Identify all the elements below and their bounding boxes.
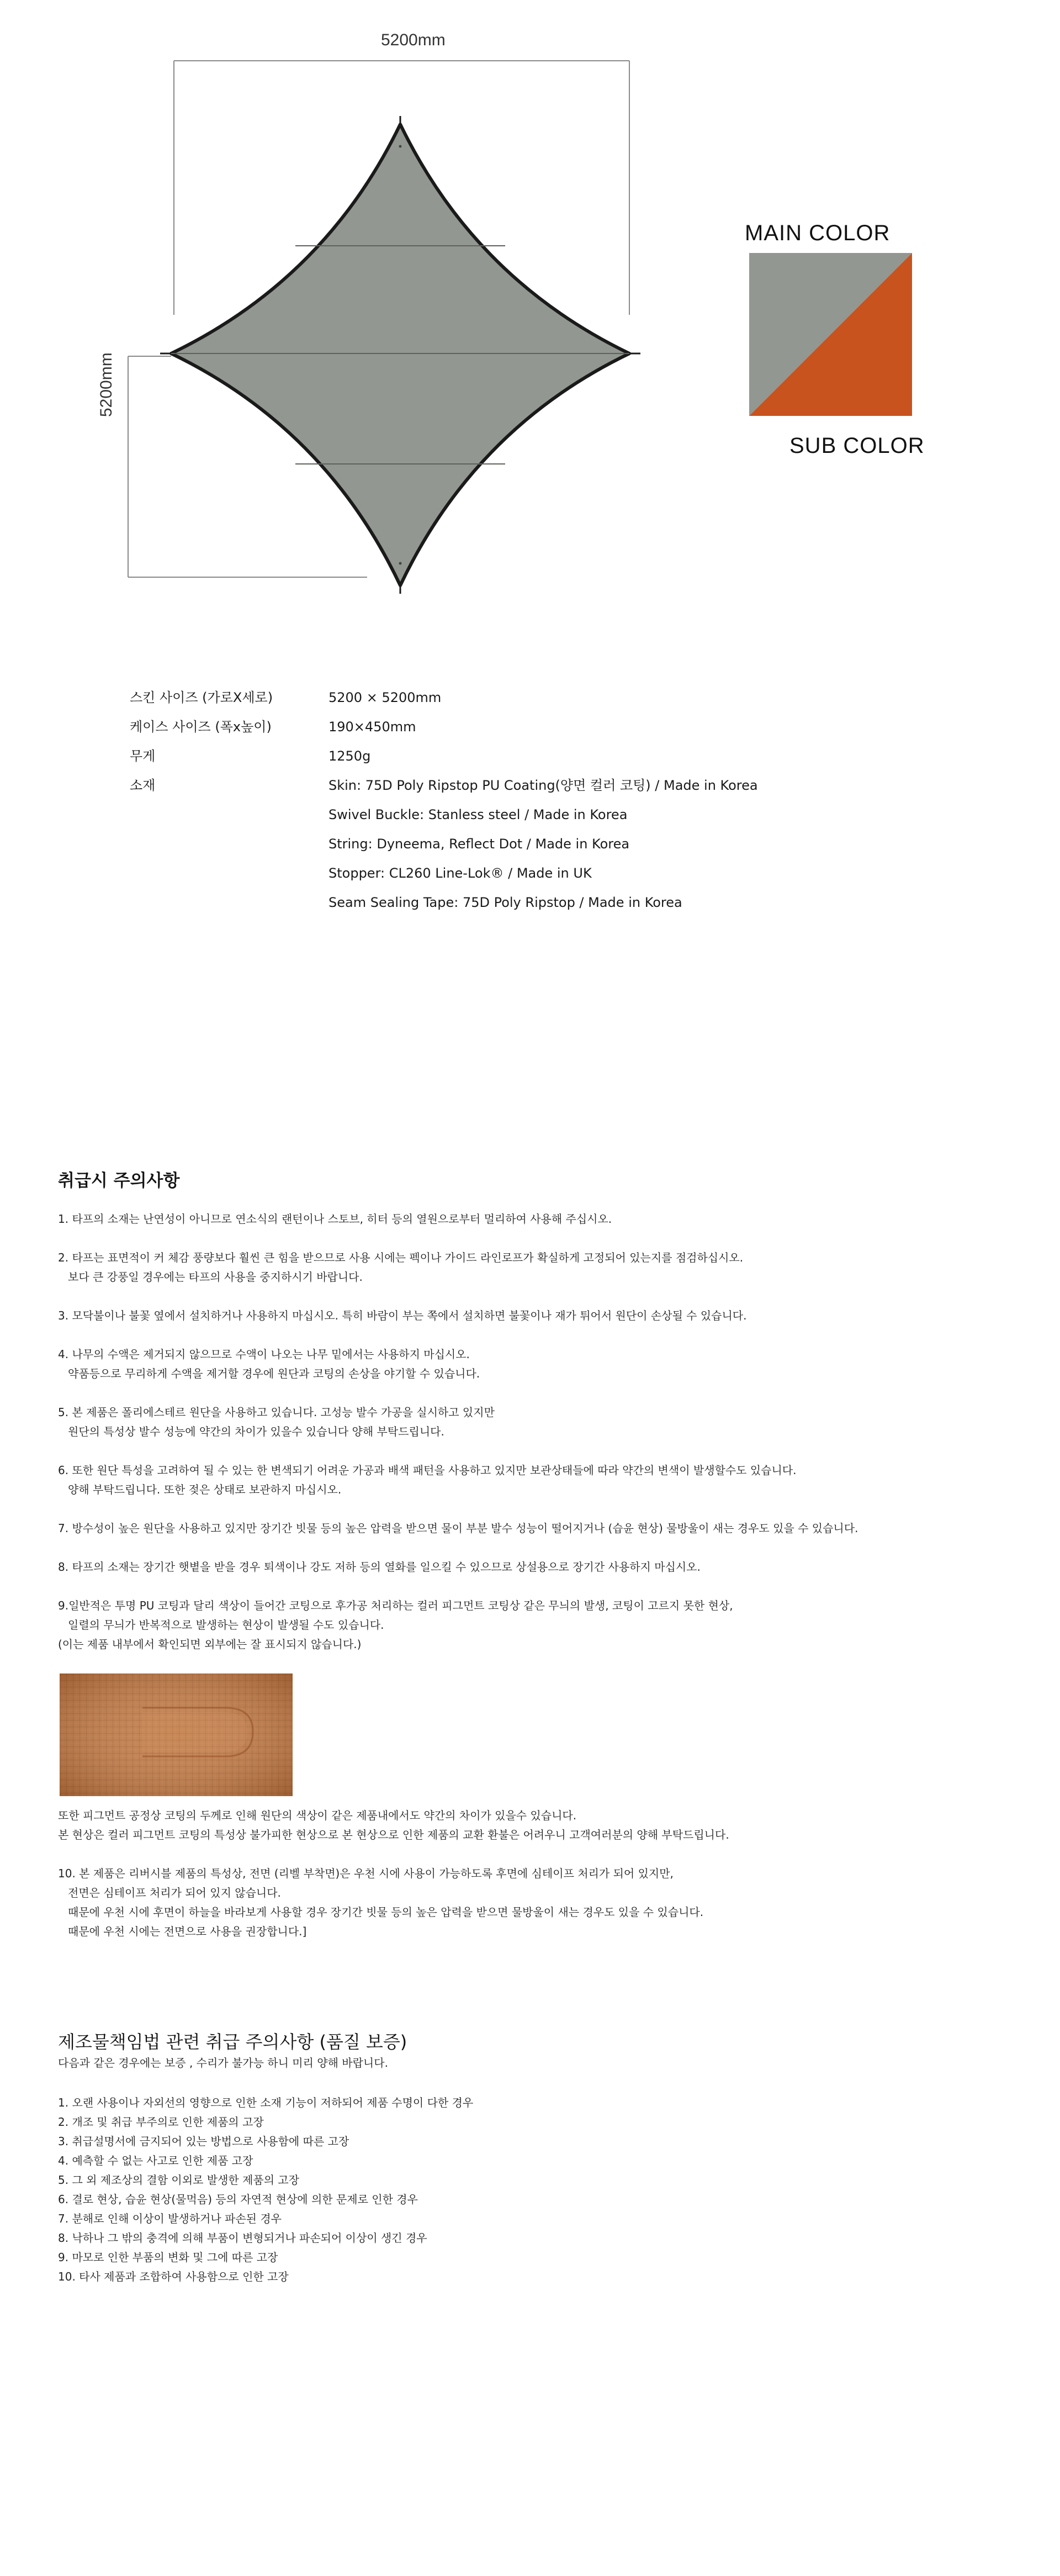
color-swatch [749,253,912,416]
list-item: 4. 예측할 수 없는 사고로 인한 제품 고장 [58,2154,253,2167]
handling-item-5 [58,1403,495,1442]
list-item: 2. 개조 및 취급 부주의로 인한 제품의 고장 [58,2115,264,2129]
text-line: 약품등으로 무리하게 수액을 제거할 경우에 원단과 코팅의 손상을 야기할 수 있습니다. [68,1367,480,1380]
list-item: 10. 타사 제품과 조합하여 사용함으로 인한 고장 [58,2270,289,2283]
text-line: 2. 타프는 표면적이 커 체감 풍량보다 훨씬 큰 힘을 받으므로 사용 시에는 펙이나 가이드 라인로프가 확실하게 고정되어 있는지를 점검하십시오. [58,1251,744,1264]
handling-item-10 [58,1864,703,1941]
text-line: 본 현상은 컬러 피그먼트 코팅의 특성상 불가피한 현상으로 본 현상으로 인한 제품의 교환 환불은 어려우니 고객여러분의 양해 부탁드립니다. [58,1828,729,1841]
list-item: 1. 오랜 사용이나 자외선의 영향으로 인한 소재 기능이 저하되어 제품 수명이 다한 경우 [58,2096,474,2109]
text-line: 8. 타프의 소재는 장기간 햇볕을 받을 경우 퇴색이나 강도 저하 등의 열화를 일으킬 수 있으므로 상설용으로 장기간 사용하지 마십시오. [58,1560,701,1574]
spec-key: 케이스 사이즈 (폭x높이) [130,719,272,735]
text-line: 10. 본 제품은 리버시블 제품의 특성상, 전면 (리벨 부착면)은 우천 시에 사용이 가능하도록 후면에 심테이프 처리가 되어 있지만, [58,1867,674,1880]
handling-item-3 [58,1306,746,1326]
spec-value: Skin: 75D Poly Ripstop PU Coating(양면 컬러 코팅) / Made in Korea [328,778,758,793]
main-color-label: MAIN COLOR [745,221,891,245]
spec-value: 190×450mm [328,719,416,735]
text-line: 전면은 심테이프 처리가 되어 있지 않습니다. [68,1886,281,1899]
text-line: 7. 방수성이 높은 원단을 사용하고 있지만 장기간 빗물 등의 높은 압력을 받으면 물이 부분 발수 성능이 떨어지거나 (습윤 현상) 물방울이 새는 경우도 있을 수 있습니다. [58,1522,858,1535]
list-item: 5. 그 외 제조상의 결함 이외로 발생한 제품의 고장 [58,2173,300,2187]
grommet-dot [399,562,402,565]
text-line: (이는 제품 내부에서 확인되면 외부에는 잘 표시되지 않습니다.) [58,1638,362,1651]
tarp-dimension-diagram [0,0,1060,619]
text-line: 또한 피그먼트 공정상 코팅의 두께로 인해 원단의 색상이 같은 제품내에서도 약간의 차이가 있을수 있습니다. [58,1809,577,1822]
spec-value: String: Dyneema, Reflect Dot / Made in Korea [328,836,630,852]
spec-value: Swivel Buckle: Stanless steel / Made in Korea [328,807,628,822]
grommet-dot [399,145,402,148]
spec-value: Seam Sealing Tape: 75D Poly Ripstop / Made in Korea [328,895,682,910]
list-item: 9. 마모로 인한 부품의 변화 및 그에 따른 고장 [58,2251,278,2264]
spec-value: 1250g [328,748,371,764]
warranty-subtitle: 다음과 같은 경우에는 보증 , 수리가 불가능 하니 미리 양해 바랍니다. [58,2056,388,2070]
handling-item-1 [58,1210,612,1229]
height-dimension-label: 5200mm [97,352,115,417]
text-line: 5. 본 제품은 폴리에스테르 원단을 사용하고 있습니다. 고성능 발수 가공을 실시하고 있지만 [58,1406,495,1419]
text-line: 3. 모닥불이나 불꽃 옆에서 설치하거나 사용하지 마십시오. 특히 바람이 부는 쪽에서 설치하면 불꽃이나 재가 튀어서 원단이 손상될 수 있습니다. [58,1309,747,1322]
spec-value: 5200 × 5200mm [328,690,442,705]
width-dimension-label: 5200mm [381,31,446,49]
text-line: 1. 타프의 소재는 난연성이 아니므로 연소식의 랜턴이나 스토브, 히터 등의 열원으로부터 멀리하여 사용해 주십시오. [58,1212,612,1226]
text-line: 때문에 우천 시에 후면이 하늘을 바라보게 사용할 경우 장기간 빗물 등의 높은 압력을 받으면 물방울이 새는 경우도 있을 수 있습니다. [68,1905,704,1919]
handling-item-9-continued [58,1806,729,1845]
warranty-list [58,2093,473,2287]
text-line: 때문에 우천 시에는 전면으로 사용을 권장합니다.] [68,1925,307,1938]
list-item: 8. 낙하나 그 밖의 충격에 의해 부품이 변형되거나 파손되어 이상이 생긴 경우 [58,2231,427,2245]
handling-item-9 [58,1596,733,1654]
spec-value: Stopper: CL260 Line-Lok® / Made in UK [328,865,592,881]
handling-item-8 [58,1558,701,1577]
list-item: 3. 취급설명서에 금지되어 있는 방법으로 사용함에 따른 고장 [58,2135,349,2148]
text-line: 일렬의 무늬가 반복적으로 발생하는 현상이 발생될 수도 있습니다. [68,1618,384,1632]
text-line: 6. 또한 원단 특성을 고려하여 될 수 있는 한 변색되기 어려운 가공과 배색 패턴을 사용하고 있지만 보관상태들에 따라 약간의 변색이 발생할수도 있습니다. [58,1464,797,1477]
text-line: 보다 큰 강풍일 경우에는 타프의 사용을 중지하시기 바랍니다. [68,1270,363,1284]
text-line: 원단의 특성상 발수 성능에 약간의 차이가 있을수 있습니다 양해 부탁드립니다. [68,1425,444,1438]
text-line: 9.일반적은 투명 PU 코팅과 달리 색상이 들어간 코팅으로 후가공 처리하는 컬러 피그먼트 코팅상 같은 무늬의 발생, 코팅이 고르지 못한 현상, [58,1599,733,1612]
spec-key: 무게 [130,748,156,764]
spec-key: 스킨 사이즈 (가로X세로) [130,690,273,705]
text-line: 4. 나무의 수액은 제거되지 않으므로 수액이 나오는 나무 밑에서는 사용하지 마십시오. [58,1348,470,1361]
handling-item-6 [58,1461,796,1500]
handling-title: 취급시 주의사항 [58,1171,180,1191]
warranty-title: 제조물책임법 관련 취급 주의사항 (품질 보증) [58,2031,407,2052]
pigment-coating-sample-image [60,1674,293,1796]
text-line: 양해 부탁드립니다. 또한 젖은 상태로 보관하지 마십시오. [68,1483,342,1496]
handling-item-4 [58,1345,480,1384]
sub-color-label: SUB COLOR [789,434,925,458]
handling-item-7 [58,1519,858,1538]
list-item: 6. 결로 현상, 습윤 현상(물먹음) 등의 자연적 현상에 의한 문제로 인한 경우 [58,2193,418,2206]
handling-item-2 [58,1248,743,1287]
spec-key: 소재 [130,778,156,793]
list-item: 7. 분해로 인해 이상이 발생하거나 파손된 경우 [58,2212,282,2225]
